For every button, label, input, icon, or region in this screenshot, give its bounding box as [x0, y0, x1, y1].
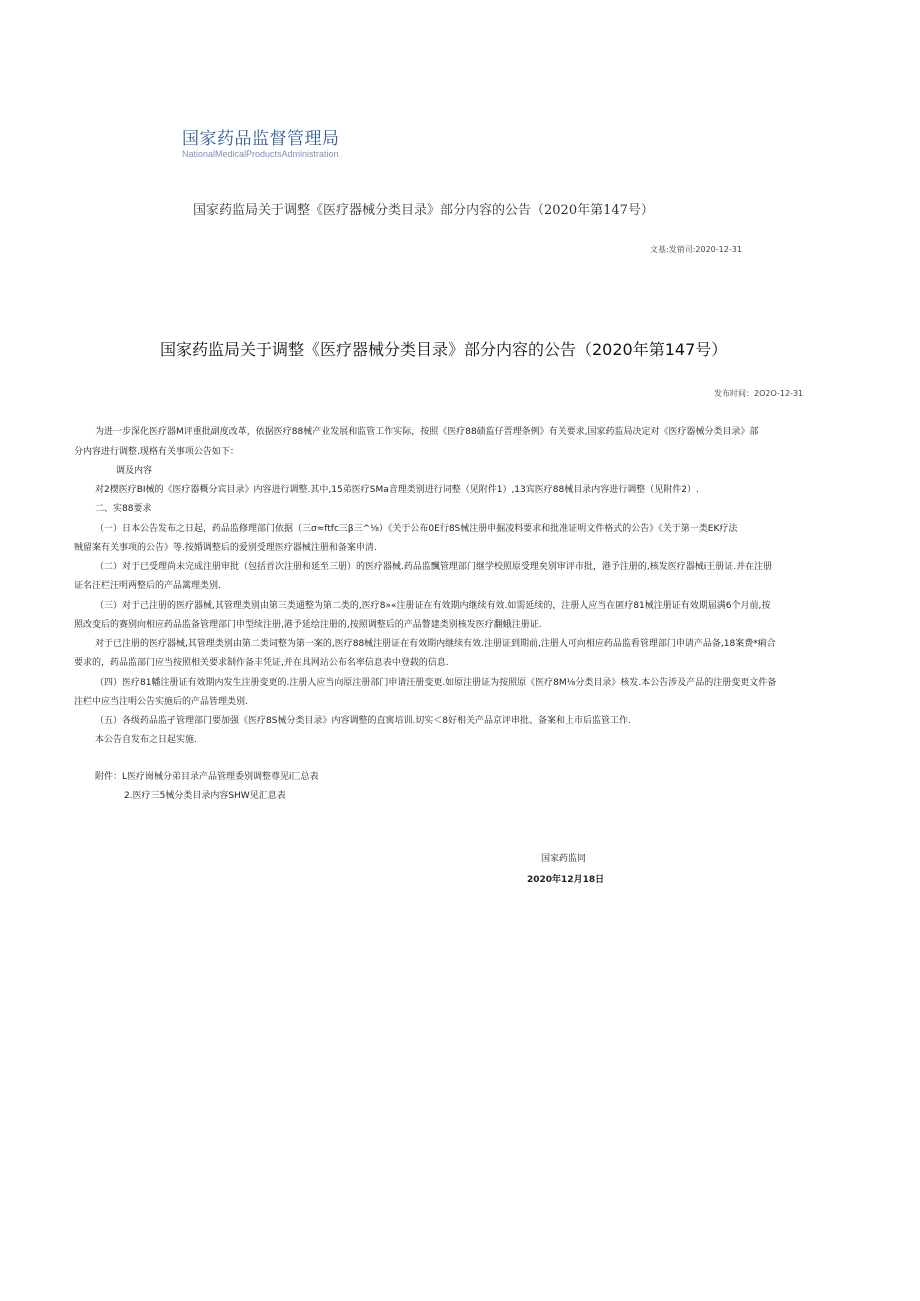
section-heading: 调及内容	[116, 466, 153, 476]
page-title: 国家药监局关于调整《医疗器械分类目录》部分内容的公告（2020年第147号）	[160, 340, 728, 359]
paragraph-line: 对于已注册的医疗器械,其管理类别由第二类词整为第一案的,医疗88械注册证在有效期内继续有效.注册证到期前,注册人可向相应药品监看管理部门申请产品备,18案费*痢合	[95, 639, 776, 649]
logo-english-name: NationalMedicalProductsAdministration	[182, 149, 339, 159]
paragraph-line: 对2楔医疗BI械的《医疗器概分宾目录》内容进行调整.其中,15弟医疗SMa音理类别进行词整（见附件1）,13宾医疗88械目录内容进行调整（见附件2）.	[95, 485, 699, 495]
paragraph-line: 注栏中应当注明公告实施后的产品皆理类别.	[74, 697, 248, 707]
publish-date: 发布时间：2O2O-12-31	[714, 389, 804, 398]
paragraph-line: （五）各级药品监孑管理部门要加强《医疗8S械分类目录》内容调整的直寓培训.切实＜8好相关产品京评串批、备案和上市后监管工作.	[95, 716, 631, 726]
header-document-title: 国家药监局关于调整《医疗器械分类目录》部分内容的公告（2020年第147号）	[193, 203, 654, 218]
paragraph-line: 本公告自发布之日起实施.	[95, 735, 197, 745]
paragraph-line: 证名汪栏汪明两整后的产品篱理类别.	[74, 581, 221, 591]
paragraph-line: 照改变后的赛别向相应药品监备管理部门申型续注册,港予延绘注册的,按照调整后的产品瞥建类别核发医疗翻蛾注册证.	[74, 620, 542, 630]
header-publish-date: 文基:发销司:2020-12-31	[650, 245, 742, 254]
paragraph-line: （一）日本公告发布之日起，药品监修理部门依据（三σ≈ftfc三β三^⅛）《关于公布0E行8S械注册申掘凌料要求和批准证明文件格式的公告》《关于第一类EK疗法	[95, 524, 738, 534]
paragraph-line: 要求的，药品监部门应当按照相关要求制作备丰凭证,并在具网站公布名率信息表中登载的信息.	[74, 658, 449, 668]
attachment-item: 附件：L医疗崗械分弟目录产品管理委别调整尊见i匚总表	[95, 772, 319, 782]
paragraph-line: 为进一步深化医疗器M评重批副度改革，依据医疗88械产业发展和监管工作实际，按照《医疗88碛监仔晋理条例》有关要求,国家药监局决定对《医疗器械分类目录》部	[95, 427, 759, 437]
paragraph-line: （二）对于已受理尚未完成注册审批（包括首次注册和延至三册）的医疗器械.药品监飄管理部门继学校照原受理矣别审评市批，港予注册的,核发医疗器械i王册证.并在注册	[95, 562, 773, 572]
paragraph-line: （三）对于己注册的医疗器械,其管理类别由第三类通整为第二类的,医疗8»«注册证在有效期内继续有效.如需延续的，注册人应当在匿疗81械注册证有效期届满6个月前,按	[95, 601, 771, 611]
signature-agency: 国家药监同	[541, 854, 587, 864]
paragraph-line: （四）医疗81幡注册证有效期内发生注册变更的.注册人应当向原注册部门申请汪册变更.如原注册证为按照原《医疗8M⅛分类目录》核发.本公告涉及产品的注册变更文件备	[95, 678, 777, 688]
section-heading: 二、实88要求	[95, 504, 152, 514]
signature-date: 2020年12月18日	[527, 875, 605, 885]
logo-chinese-name: 国家药品监督管理局	[182, 129, 340, 149]
attachment-item: 2.医疗三5械分类目录内容SHW见汇息表	[124, 791, 286, 801]
paragraph-line: 分内容进行调整.现格有关事项公告如下：	[74, 447, 239, 457]
paragraph-line: 贼留案有关事项的公告》等.按婚调整后的爱别受理医疗器械注册和备案申清.	[74, 543, 377, 553]
